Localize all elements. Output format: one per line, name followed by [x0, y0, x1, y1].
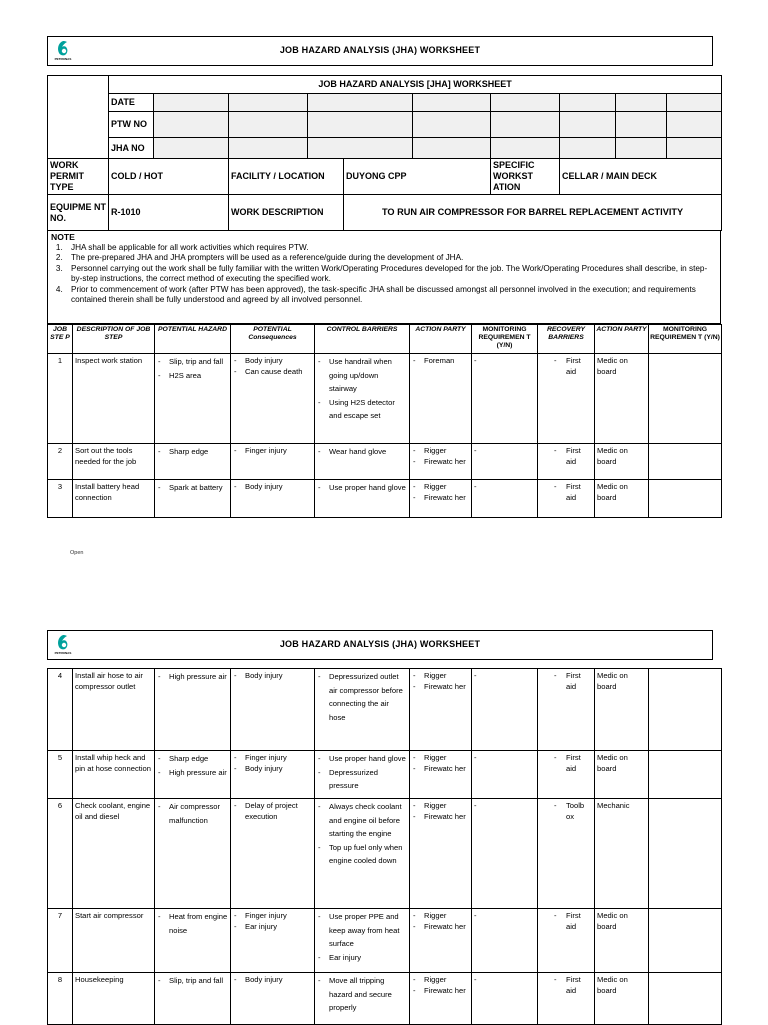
recovery-item: - First aid [540, 910, 592, 932]
action-party [410, 444, 472, 480]
control-item: - Using H2S detector and escape set [317, 396, 407, 423]
control-barriers [315, 669, 410, 751]
recovery-monitoring [649, 751, 722, 799]
table-row [48, 669, 722, 751]
recovery-barriers [538, 909, 595, 973]
consequence-item: - Ear injury [233, 921, 312, 932]
ptw-field[interactable] [229, 112, 308, 138]
date-label: DATE [109, 94, 154, 112]
consequence-list [233, 752, 312, 774]
step-number: 7 [48, 909, 73, 973]
job-step-description: Install whip heck and pin at hose connection [73, 751, 155, 799]
work-permit-type-value: COLD / HOT [109, 159, 229, 195]
potential-consequences [231, 480, 315, 518]
control-list [317, 355, 407, 423]
work-description-value: TO RUN AIR COMPRESSOR FOR BARREL REPLACEMENT ACTIVITY [344, 195, 722, 231]
consequence-item: - Finger injury [233, 910, 312, 921]
control-list [317, 800, 407, 868]
col-header: POTENTIAL Consequences [231, 325, 315, 354]
potential-hazard [155, 751, 231, 799]
consequence-list [233, 670, 312, 681]
hazard-list [157, 481, 228, 495]
potential-hazard [155, 444, 231, 480]
recovery-barriers [538, 751, 595, 799]
control-item: - Wear hand glove [317, 445, 407, 459]
consequence-list [233, 445, 312, 456]
action-party [410, 973, 472, 1025]
potential-consequences [231, 669, 315, 751]
recovery-list [540, 910, 592, 932]
control-item: - Always check coolant and engine oil before starting the engine [317, 800, 407, 841]
monitoring-requirement: - [472, 751, 538, 799]
consequence-list [233, 974, 312, 985]
consequence-list [233, 800, 312, 822]
date-field[interactable] [154, 94, 229, 112]
ptw-field[interactable] [154, 112, 229, 138]
note-item: 4. Prior to commencement of work (after PTW has been approved), the task-specific JHA shall be discussed amongst all personnel involved in the execution; and requirements contained therein shall be fully understood and agreed by all involved personnel. [65, 285, 717, 306]
recovery-action-party: Mechanic [595, 799, 649, 909]
party-item: - Firewatc her [412, 985, 469, 996]
consequence-item: - Finger injury [233, 752, 312, 763]
ptw-field[interactable] [413, 112, 491, 138]
recovery-action-party: Medic on board [595, 751, 649, 799]
party-list [412, 910, 469, 932]
recovery-action-party: Medic on board [595, 444, 649, 480]
table-row [48, 444, 722, 480]
recovery-barriers [538, 354, 595, 444]
party-list [412, 445, 469, 467]
table-row [48, 799, 722, 909]
potential-hazard [155, 909, 231, 973]
control-item: - Top up fuel only when engine cooled down [317, 841, 407, 868]
jha-field[interactable] [560, 138, 616, 159]
date-field[interactable] [491, 94, 560, 112]
recovery-barriers [538, 799, 595, 909]
col-header: MONITORING REQUIREMEN T (Y/N) [649, 325, 722, 354]
col-header: ACTION PARTY [410, 325, 472, 354]
potential-hazard [155, 480, 231, 518]
table-row [48, 751, 722, 799]
control-list [317, 670, 407, 724]
recovery-item: - First aid [540, 445, 592, 467]
recovery-list [540, 481, 592, 503]
party-item: - Firewatc her [412, 492, 469, 503]
logo-text: PETRONAS [54, 651, 72, 655]
potential-consequences [231, 751, 315, 799]
col-header: POTENTIAL HAZARD [155, 325, 231, 354]
recovery-monitoring [649, 354, 722, 444]
table-row [48, 973, 722, 1025]
party-item: - Firewatc her [412, 456, 469, 467]
page-header [47, 36, 713, 66]
potential-consequences [231, 909, 315, 973]
table-row [48, 480, 722, 518]
action-party [410, 354, 472, 444]
hazard-list [157, 974, 228, 988]
date-field[interactable] [560, 94, 616, 112]
step-number: 6 [48, 799, 73, 909]
hazard-item: - Sharp edge [157, 445, 228, 459]
recovery-action-party: Medic on board [595, 480, 649, 518]
equipment-label: EQUIPME NT NO. [48, 195, 109, 231]
recovery-barriers [538, 669, 595, 751]
monitoring-requirement: - [472, 973, 538, 1025]
control-barriers [315, 909, 410, 973]
hazard-item: - Air compressor malfunction [157, 800, 228, 827]
hazard-item: - High pressure air [157, 670, 228, 684]
jha-rows-page1 [48, 354, 722, 518]
control-item: - Depressurized pressure [317, 766, 407, 793]
job-step-description: Install air hose to air compressor outlet [73, 669, 155, 751]
page-title: JOB HAZARD ANALYSIS (JHA) WORKSHEET [279, 639, 481, 649]
recovery-barriers [538, 480, 595, 518]
hazard-list [157, 445, 228, 459]
consequence-list [233, 481, 312, 492]
date-field[interactable] [667, 94, 722, 112]
table-row [48, 354, 722, 444]
ptw-field[interactable] [491, 112, 560, 138]
consequence-item: - Body injury [233, 763, 312, 774]
monitoring-requirement: - [472, 480, 538, 518]
recovery-list [540, 752, 592, 774]
control-item: - Use proper hand glove [317, 481, 407, 495]
consequence-item: - Finger injury [233, 445, 312, 456]
hazard-item: - Heat from engine noise [157, 910, 228, 937]
jha-label: JHA NO [109, 138, 154, 159]
step-number: 5 [48, 751, 73, 799]
action-party [410, 909, 472, 973]
action-party [410, 751, 472, 799]
recovery-item: - First aid [540, 481, 592, 503]
consequence-item: - Delay of project execution [233, 800, 312, 822]
hazard-list [157, 355, 228, 382]
potential-hazard [155, 669, 231, 751]
hazard-list [157, 910, 228, 937]
note-title: NOTE [51, 232, 75, 242]
jha-field[interactable] [616, 138, 667, 159]
consequence-list [233, 355, 312, 377]
party-item: - Firewatc her [412, 763, 469, 774]
consequence-item: - Can cause death [233, 366, 312, 377]
control-list [317, 752, 407, 793]
jha-table-page2 [47, 668, 722, 1025]
workstation-value: CELLAR / MAIN DECK [560, 159, 722, 195]
monitoring-requirement: - [472, 909, 538, 973]
step-number: 8 [48, 973, 73, 1025]
job-step-description: Sort out the tools needed for the job [73, 444, 155, 480]
form-table [47, 75, 722, 231]
jha-table-page1 [47, 324, 722, 518]
recovery-item: - First aid [540, 752, 592, 774]
recovery-monitoring [649, 973, 722, 1025]
recovery-list [540, 355, 592, 377]
date-field[interactable] [308, 94, 413, 112]
step-number: 3 [48, 480, 73, 518]
job-step-description: Start air compressor [73, 909, 155, 973]
jha-field[interactable] [413, 138, 491, 159]
control-item: - Use proper hand glove [317, 752, 407, 766]
control-item: - Ear injury [317, 951, 407, 965]
date-field[interactable] [413, 94, 491, 112]
control-list [317, 974, 407, 1015]
control-barriers [315, 354, 410, 444]
jha-field[interactable] [491, 138, 560, 159]
note-item: 1. JHA shall be applicable for all work activities which requires PTW. [65, 243, 717, 254]
party-item: - Rigger [412, 481, 469, 492]
action-party [410, 669, 472, 751]
consequence-item: - Body injury [233, 481, 312, 492]
job-step-description: Install battery head connection [73, 480, 155, 518]
recovery-list [540, 800, 592, 822]
control-list [317, 481, 407, 495]
step-number: 4 [48, 669, 73, 751]
jha-field[interactable] [308, 138, 413, 159]
recovery-item: - Toolb ox [540, 800, 592, 822]
control-item: - Move all tripping hazard and secure properly [317, 974, 407, 1015]
facility-label: FACILITY / LOCATION [229, 159, 344, 195]
col-header: RECOVERY BARRIERS [538, 325, 595, 354]
hazard-item: - Spark at battery [157, 481, 228, 495]
consequence-item: - Body injury [233, 974, 312, 985]
party-item: - Rigger [412, 670, 469, 681]
col-header: ACTION PARTY [595, 325, 649, 354]
recovery-action-party: Medic on board [595, 669, 649, 751]
recovery-list [540, 974, 592, 996]
col-header: MONITORING REQUIREMEN T (Y/N) [472, 325, 538, 354]
consequence-item: - Body injury [233, 355, 312, 366]
control-item: - Use handrail when going up/down stairway [317, 355, 407, 396]
work-description-label: WORK DESCRIPTION [229, 195, 344, 231]
ptw-field[interactable] [616, 112, 667, 138]
potential-consequences [231, 444, 315, 480]
step-number: 2 [48, 444, 73, 480]
note-section [47, 230, 721, 324]
note-list [51, 243, 717, 306]
party-item: - Firewatc her [412, 921, 469, 932]
control-barriers [315, 480, 410, 518]
control-item: - Depressurized outlet air compressor before connecting the air hose [317, 670, 407, 724]
hazard-list [157, 670, 228, 684]
jha-rows-page2 [48, 669, 722, 1025]
footer-open-label: Open [70, 550, 84, 556]
party-item: - Rigger [412, 752, 469, 763]
recovery-item: - First aid [540, 355, 592, 377]
action-party [410, 480, 472, 518]
logo-text: PETRONAS [54, 57, 72, 61]
col-header: DESCRIPTION OF JOB STEP [73, 325, 155, 354]
date-field[interactable] [616, 94, 667, 112]
potential-hazard [155, 973, 231, 1025]
control-list [317, 910, 407, 964]
workstation-label: SPECIFIC WORKST ATION [491, 159, 560, 195]
party-item: - Firewatc her [412, 811, 469, 822]
recovery-monitoring [649, 444, 722, 480]
table-row [48, 909, 722, 973]
control-barriers [315, 444, 410, 480]
party-list [412, 752, 469, 774]
recovery-item: - First aid [540, 670, 592, 692]
hazard-item: - Slip, trip and fall [157, 974, 228, 988]
jha-field[interactable] [229, 138, 308, 159]
monitoring-requirement: - [472, 669, 538, 751]
job-step-description: Inspect work station [73, 354, 155, 444]
recovery-action-party: Medic on board [595, 973, 649, 1025]
party-item: - Rigger [412, 974, 469, 985]
col-header: JOB STE P [48, 325, 73, 354]
page-title: JOB HAZARD ANALYSIS (JHA) WORKSHEET [279, 45, 481, 55]
step-number: 1 [48, 354, 73, 444]
potential-hazard [155, 799, 231, 909]
control-barriers [315, 751, 410, 799]
hazard-list [157, 800, 228, 827]
equipment-value: R-1010 [109, 195, 229, 231]
party-list [412, 481, 469, 503]
recovery-action-party: Medic on board [595, 354, 649, 444]
form-blank-cell [48, 76, 109, 159]
job-step-description: Check coolant, engine oil and diesel [73, 799, 155, 909]
ptw-field[interactable] [560, 112, 616, 138]
party-item: - Rigger [412, 910, 469, 921]
party-item: - Rigger [412, 800, 469, 811]
work-permit-type-label: WORK PERMIT TYPE [48, 159, 109, 195]
recovery-monitoring [649, 909, 722, 973]
ptw-field[interactable] [667, 112, 722, 138]
recovery-list [540, 445, 592, 467]
recovery-monitoring [649, 799, 722, 909]
col-header: CONTROL BARRIERS [315, 325, 410, 354]
consequence-item: - Body injury [233, 670, 312, 681]
date-field[interactable] [229, 94, 308, 112]
jha-field[interactable] [667, 138, 722, 159]
party-list [412, 355, 469, 366]
hazard-item: - Sharp edge [157, 752, 228, 766]
recovery-list [540, 670, 592, 692]
consequence-list [233, 910, 312, 932]
monitoring-requirement: - [472, 354, 538, 444]
control-list [317, 445, 407, 459]
form-title: JOB HAZARD ANALYSIS [JHA] WORKSHEET [109, 76, 722, 94]
job-step-description: Housekeeping [73, 973, 155, 1025]
control-item: - Use proper PPE and keep away from heat surface [317, 910, 407, 951]
hazard-item: - Slip, trip and fall [157, 355, 228, 369]
page-header [47, 630, 713, 660]
recovery-action-party: Medic on board [595, 909, 649, 973]
jha-field[interactable] [154, 138, 229, 159]
hazard-list [157, 752, 228, 779]
recovery-item: - First aid [540, 974, 592, 996]
party-list [412, 974, 469, 996]
party-item: - Rigger [412, 445, 469, 456]
potential-hazard [155, 354, 231, 444]
party-list [412, 670, 469, 692]
recovery-barriers [538, 444, 595, 480]
recovery-monitoring [649, 669, 722, 751]
potential-consequences [231, 973, 315, 1025]
hazard-item: - High pressure air [157, 766, 228, 780]
facility-value: DUYONG CPP [344, 159, 491, 195]
action-party [410, 799, 472, 909]
control-barriers [315, 973, 410, 1025]
note-item: 3. Personnel carrying out the work shall be fully familiar with the written Work/Operating Procedures developed for the job. The Work/Operating Procedures shall describe, in step-by-step instructions, the correct method of executing the specified work. [65, 264, 717, 285]
ptw-field[interactable] [308, 112, 413, 138]
potential-consequences [231, 354, 315, 444]
note-item: 2. The pre-prepared JHA and JHA prompters will be used as a reference/guide during the development of JHA. [65, 253, 717, 264]
monitoring-requirement: - [472, 799, 538, 909]
party-list [412, 800, 469, 822]
party-item: - Foreman [412, 355, 469, 366]
recovery-monitoring [649, 480, 722, 518]
potential-consequences [231, 799, 315, 909]
recovery-barriers [538, 973, 595, 1025]
monitoring-requirement: - [472, 444, 538, 480]
party-item: - Firewatc her [412, 681, 469, 692]
hazard-item: - H2S area [157, 369, 228, 383]
control-barriers [315, 799, 410, 909]
ptw-label: PTW NO [109, 112, 154, 138]
